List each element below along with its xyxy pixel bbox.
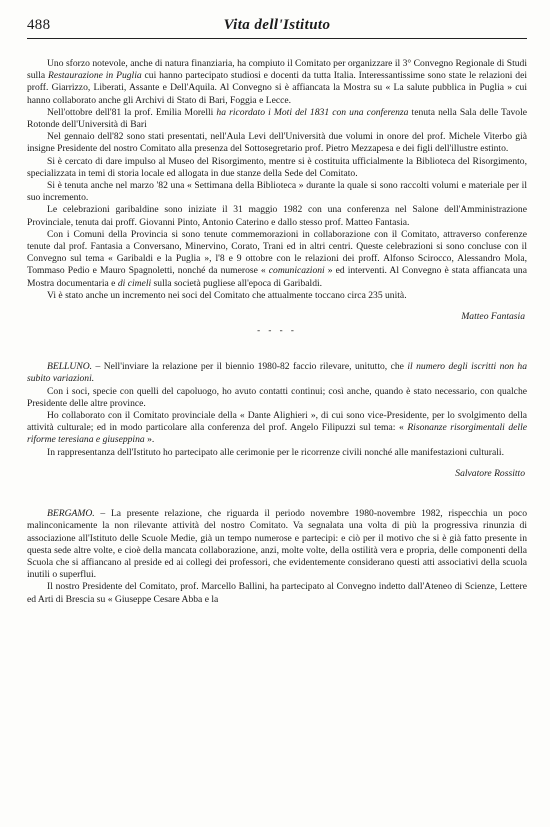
- text-run: » ed interventi. Al Convegno è stata affiancata una Mostra documentaria e: [27, 265, 527, 289]
- running-title: Vita dell'Istituto: [223, 17, 331, 33]
- paragraph: [27, 58, 527, 107]
- text-run: Si è tenuta anche nel marzo '82 una « Settimana della Biblioteca » durante la quale si sono raccolti volumi e materiale per il suo incremento.: [27, 180, 527, 204]
- paragraph: [27, 508, 527, 581]
- spacer: [27, 480, 527, 508]
- text-run: BELLUNO.: [47, 361, 93, 373]
- page-number: 488: [27, 17, 51, 33]
- signature-fantasia: Matteo Fantasia: [461, 311, 525, 323]
- text-run: comunicazioni: [268, 265, 325, 277]
- text-run: ha ricordato i Moti del 1831 con una conferenza: [216, 106, 409, 118]
- text-run: Ho collaborato con il Comitato provinciale della « Dante Alighieri », di cui sono vice-Presidente, per lo svolgimento della attività culturale; ed in modo particolare alla conferenza del prof. Angelo Filipuzzi sul tema: «: [27, 410, 527, 434]
- paragraph: [27, 204, 527, 228]
- text-run: ».: [144, 434, 155, 446]
- text-run: Si è cercato di dare impulso al Museo del Risorgimento, mentre si è costituita ufficialmente la Biblioteca del Risorgimento, specializzata in temi di storia locale ed allogata in due stanze della Sede del Comitato.: [27, 155, 527, 179]
- paragraph: [27, 386, 527, 410]
- text-run: – Nell'inviare la relazione per il biennio 1980-82 faccio rilevare, unitutto, che: [92, 361, 408, 373]
- text-run: – La presente relazione, che riguarda il periodo novembre 1980-novembre 1982, rispecchia un poco malinconicamente la non rilevante attività del nostro Comitato. Va segnalata una volta di più la progressiva rinunzia di associazione all'Istituto delle Scuole Medie, già un tempo numerose e partecipi: e ciò per il motivo che si è già fatto presente in questa sede altre volte, e cioè della mancata collaborazione, anzi, molte volte, della ostilità vera e propria, delle componenti della Scuola che si affiancano al preside ed ai collegi dei professori, che evidentemente considerano questi atti associativi della scuola inutili o superflui.: [27, 508, 527, 581]
- text-run: Risonanze risorgimentali delle riforme teresiana e giuseppina: [27, 422, 527, 446]
- text-run: Restaurazione in Puglia: [48, 70, 142, 82]
- page-header: [27, 16, 527, 39]
- text-run: di cimeli: [117, 277, 152, 289]
- text-run: Nell'ottobre dell'81 la prof. Emilia Morelli: [47, 106, 217, 118]
- paragraph: [27, 180, 527, 204]
- paragraph: [27, 229, 527, 290]
- text-run: Nel gennaio dell'82 sono stati presentati, nell'Aula Levi dell'Università due volumi in onore del prof. Michele Viterbo già insigne Presidente del nostro Comitato alla presenza del Sottosegretario prof. Pietro Mezzapesa e dei figli dell'illustre estinto.: [27, 131, 527, 155]
- text-run: sulla società pugliese all'epoca di Garibaldi.: [151, 277, 323, 289]
- text-run: il numero degli iscritti non ha subito variazioni.: [27, 361, 527, 385]
- paragraph: [27, 581, 527, 605]
- text-run: Le celebrazioni garibaldine sono iniziate il 31 maggio 1982 con una conferenza nel Salone dell'Amministrazione Provinciale, tenuta dai proff. Giovanni Pinto, Antonio Caterino e dallo stesso prof. Matteo Fantasia.: [27, 204, 527, 228]
- section-belluno-report: [27, 361, 527, 459]
- paragraph: [27, 410, 527, 447]
- paragraph: [27, 447, 527, 459]
- paragraph: [27, 107, 527, 131]
- text-run: Con i soci, specie con quelli del capoluogo, ho avuto contatti continui; così anche, quando è stato necessario, con qualche Presidente delle altre province.: [27, 385, 527, 409]
- section-bari-report: [27, 58, 527, 302]
- text-run: Il nostro Presidente del Comitato, prof. Marcello Ballini, ha partecipato al Convegno indetto dall'Ateneo di Scienze, Lettere ed Arti di Brescia su « Giuseppe Cesare Abba e la: [27, 581, 527, 605]
- paragraph: [27, 131, 527, 155]
- paragraph: [27, 361, 527, 385]
- paragraph: [27, 290, 527, 302]
- section-separator: - - - -: [257, 325, 297, 336]
- text-run: cui hanno partecipato studiosi e docenti da tutta Italia. Interessantissime sono state le relazioni dei proff. Giarrizzo, Liberati, Assante e Dell'Aquila. Al Convegno si è affiancata la Mostra su « La salute pubblica in Puglia » cui hanno collaborato anche gli Archivi di Stato di Bari, Foggia e Lecce.: [27, 70, 527, 106]
- text-run: Vi è stato anche un incremento nei soci del Comitato che attualmente toccano circa 235 unità.: [47, 289, 407, 301]
- spacer: [27, 333, 527, 361]
- signature-rossitto: Salvatore Rossitto: [455, 467, 525, 479]
- section-bergamo-report: [27, 508, 527, 606]
- text-run: BERGAMO.: [47, 508, 95, 520]
- article-body: [27, 58, 527, 606]
- text-run: Uno sforzo notevole, anche di natura finanziaria, ha compiuto il Comitato per organizzare il 3° Convegno Regionale di Studi sulla: [27, 58, 527, 82]
- text-run: Con i Comuni della Provincia si sono tenute commemorazioni in collaborazione con il Comitato, attraverso conferenze tenute dal prof. Fantasia a Conversano, Minervino, Corato, Trani ed in altri centri. Queste celebrazioni si sono concluse con il Convegno sul tema « Garibaldi e la Puglia », l'8 e 9 ottobre con le relazioni dei proff. Alfonso Scirocco, Alessandro Mola, Tommaso Pedio e Mauro Spagnoletti, nonché da numerose «: [27, 228, 527, 277]
- paragraph: [27, 156, 527, 180]
- text-run: In rappresentanza dell'Istituto ho partecipato alle cerimonie per le ricorrenze civili nonché alle manifestazioni culturali.: [47, 446, 504, 458]
- text-run: tenuta nella Sala delle Tavole Rotonde dell'Università di Bari: [27, 106, 528, 131]
